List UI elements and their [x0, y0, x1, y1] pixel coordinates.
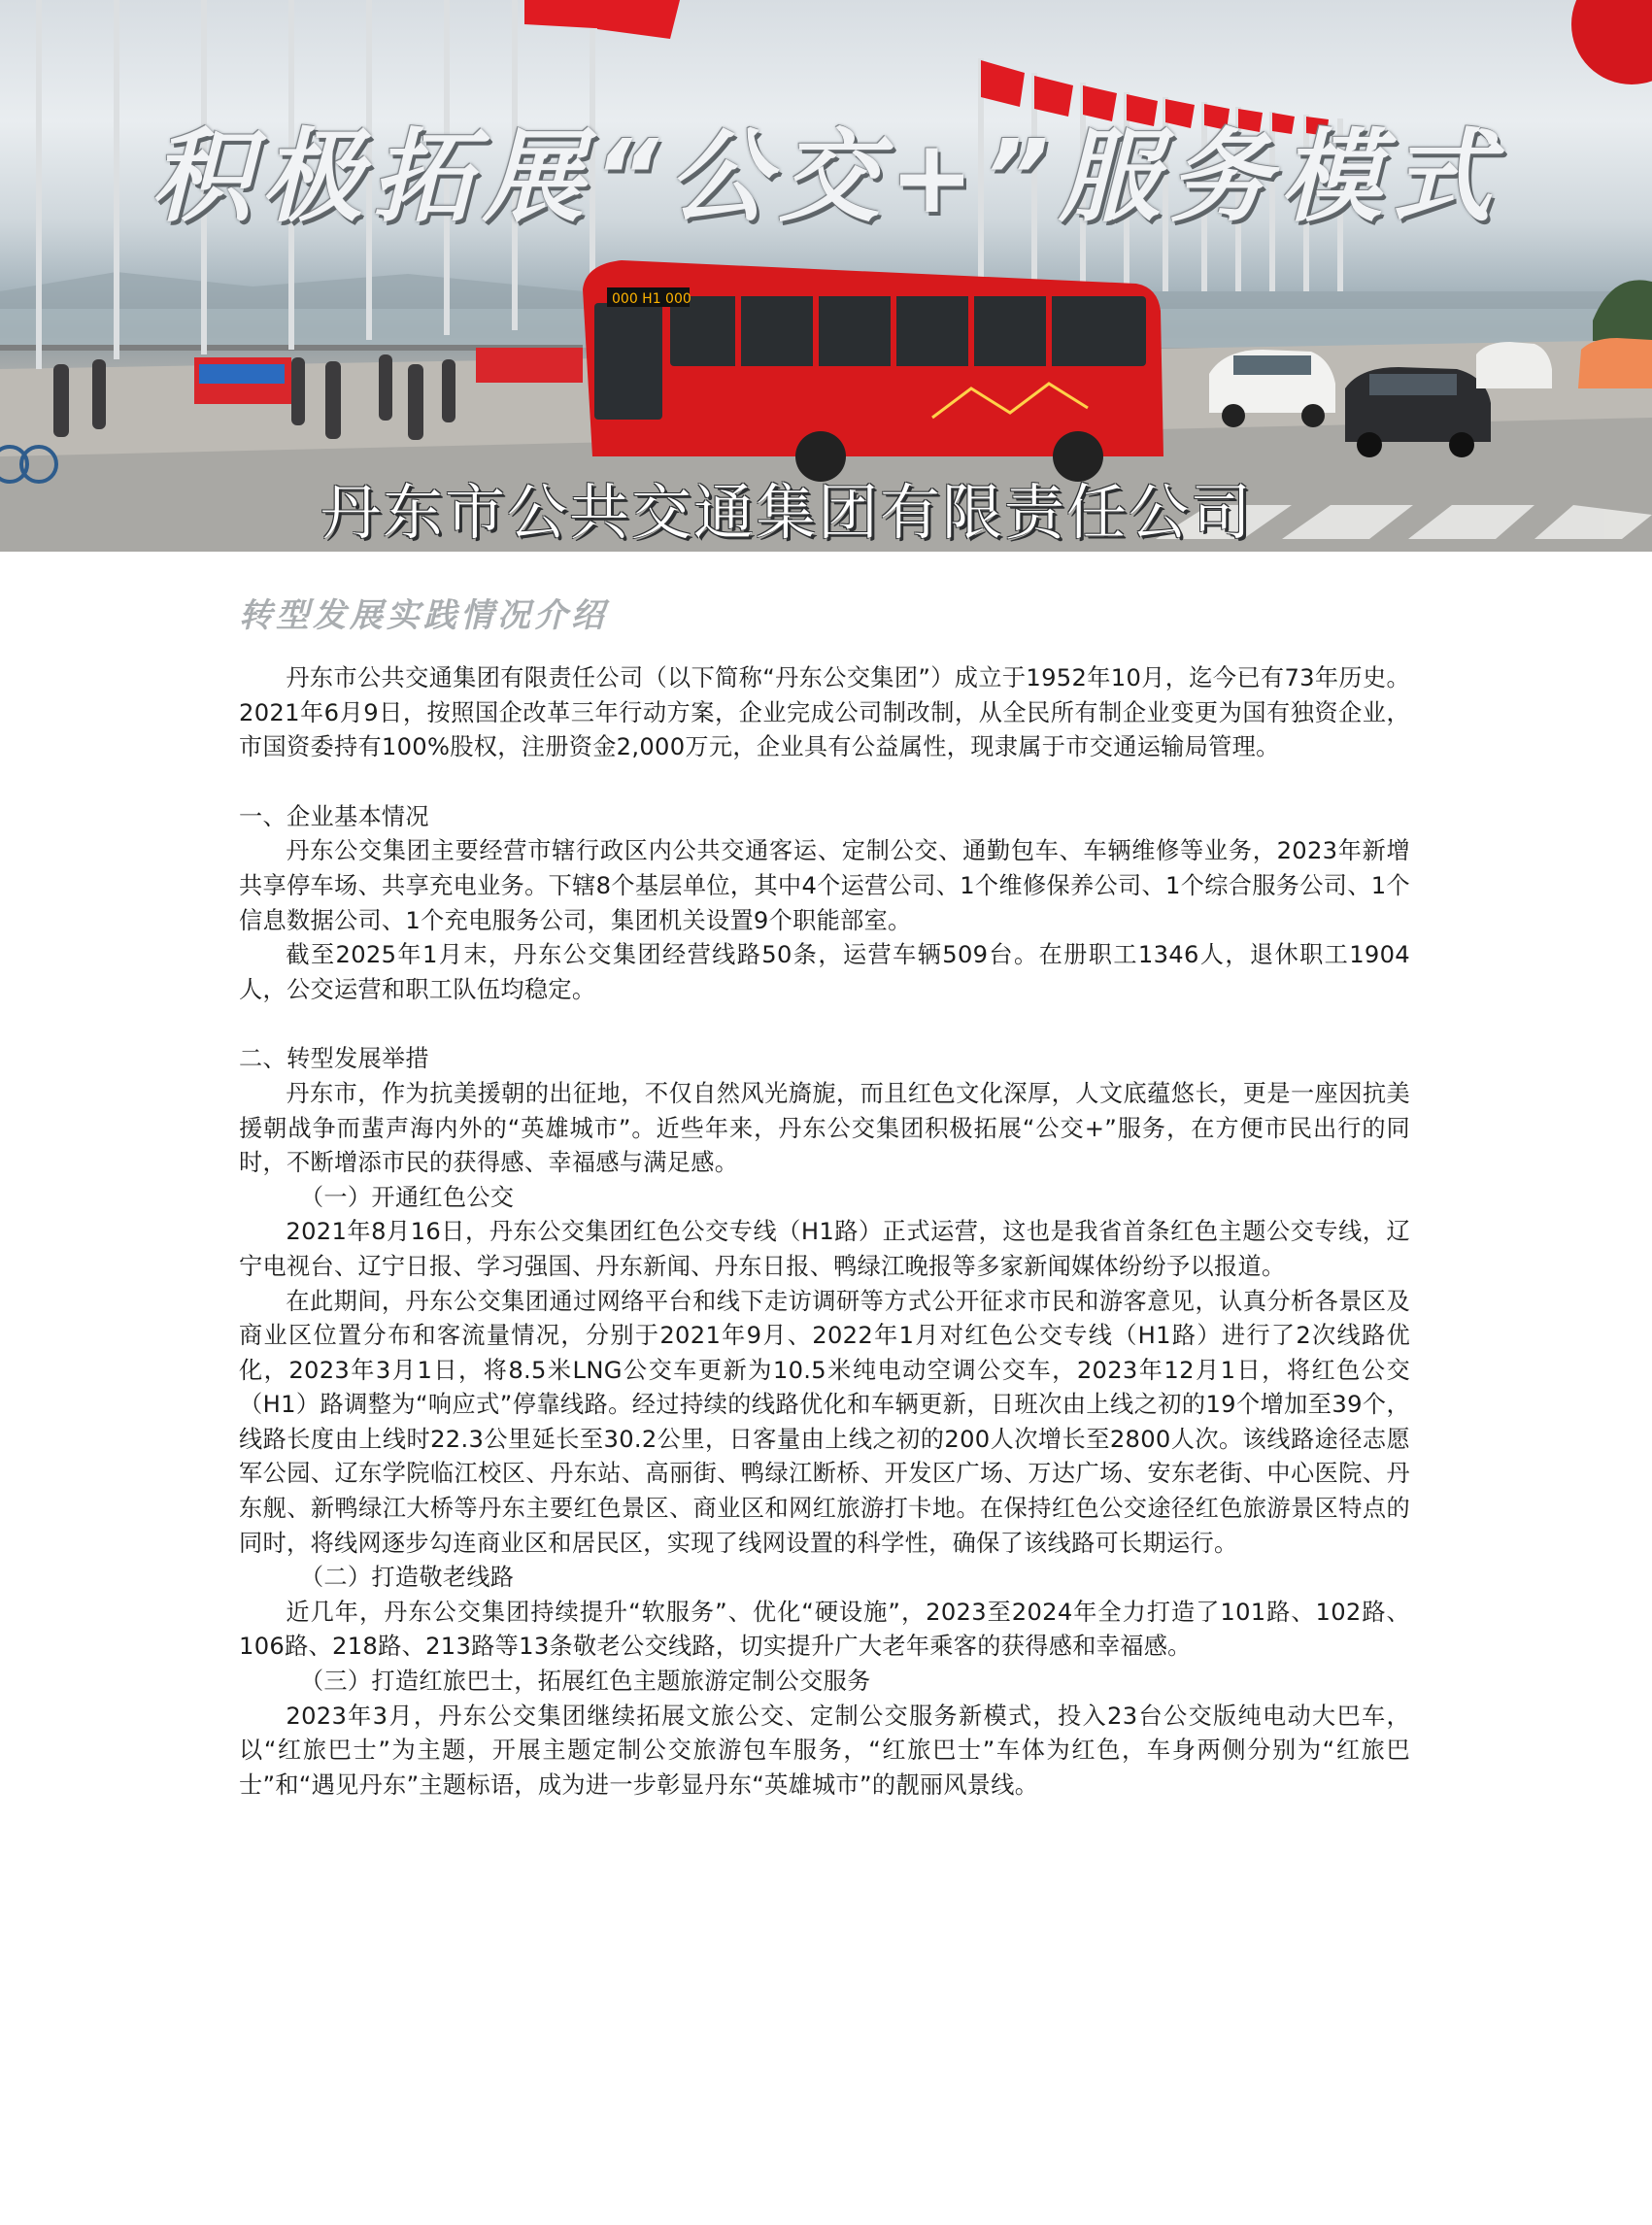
paragraph-statistics: 截至2025年1月末，丹东公交集团经营线路50条，运营车辆509台。在册职工1346人，退休职工1904人，公交运营和职工队伍均稳定。: [239, 941, 1410, 1003]
paragraph-senior-routes: 近几年，丹东公交集团持续提升“软服务”、优化“硬设施”，2023至2024年全力打造了101路、102路、106路、218路、213路等13条敬老公交线路，切实提升广大老年乘客的获得感和幸福感。: [239, 1598, 1410, 1661]
paragraph-red-tour-bus: 2023年3月，丹东公交集团继续拓展文旅公交、定制公交服务新模式，投入23台公交版纯电动大巴车，以“红旅巴士”为主题，开展主题定制公交旅游包车服务，“红旅巴士”车体为红色，车身两侧分别为“红旅巴士”和“遇见丹东”主题标语，成为进一步彰显丹东“英雄城市”的靓丽风景线。: [239, 1702, 1410, 1799]
subheading-red-tour-bus: （三）打造红旅巴士，拓展红色主题旅游定制公交服务: [299, 1668, 871, 1696]
paragraph-business-scope: 丹东公交集团主要经营市辖行政区内公共交通客运、定制公交、通勤包车、车辆维修等业务，2023年新增共享停车场、共享充电业务。下辖8个基层单位，其中4个运营公司、1个维修保养公司、1个综合服务公司、1个信息数据公司、1个充电服务公司，集团机关设置9个职能部室。: [239, 837, 1410, 934]
banner-title: 积极拓展“公交+”服务模式: [150, 118, 1502, 236]
paragraph-h1-optimization: 在此期间，丹东公交集团通过网络平台和线下走访调研等方式公开征求市民和游客意见，认真分析各景区及商业区位置分布和客流量情况，分别于2021年9月、2022年1月对红色公交专线（H1路）进行了2次线路优化，2023年3月1日，将8.5米LNG公交车更新为10.5米纯电动空调公交车，2023年12月1日，将红色公交（H1）路调整为“响应式”停靠线路。经过持续的线路优化和车辆更新，日班次由上线之初的19个增加至39个，线路长度由上线时22.3公里延长至30.2公里，日客量由上线之初的200人次增长至2800人次。该线路途径志愿军公园、辽东学院临江校区、丹东站、高丽街、鸭绿江断桥、开发区广场、万达广场、安东老街、中心医院、丹东舰、新鸭绿江大桥等丹东主要红色景区、商业区和网红旅游打卡地。在保持红色公交途径红色旅游景区特点的同时，将线网逐步勾连商业区和居民区，实现了线网设置的科学性，确保了该线路可长期运行。: [239, 1287, 1410, 1557]
paragraph-hero-city: 丹东市，作为抗美援朝的出征地，不仅自然风光旖旎，而且红色文化深厚，人文底蕴悠长，更是一座因抗美援朝战争而蜚声海内外的“英雄城市”。近些年来，丹东公交集团积极拓展“公交+”服务，在方便市民出行的同时，不断增添市民的获得感、幸福感与满足感。: [239, 1079, 1410, 1177]
banner-company-name: 丹东市公共交通集团有限责任公司: [320, 477, 1254, 548]
paragraph-h1-launch: 2021年8月16日，丹东公交集团红色公交专线（H1路）正式运营，这也是我省首条红色主题公交专线，辽宁电视台、辽宁日报、学习强国、丹东新闻、丹东日报、鸭绿江晚报等多家新闻媒体纷纷予以报道。: [239, 1218, 1410, 1280]
svg-text:000 H1 000: 000 H1 000: [612, 291, 691, 307]
article-body: [239, 661, 1410, 1803]
heading-basic-info: 一、企业基本情况: [239, 802, 429, 830]
subheading-senior-routes: （二）打造敬老线路: [299, 1564, 515, 1592]
paragraph-gap: [239, 765, 1410, 800]
subheading-red-bus: （一）开通红色公交: [299, 1183, 515, 1211]
paragraph-intro: 丹东市公共交通集团有限责任公司（以下简称“丹东公交集团”）成立于1952年10月，迄今已有73年历史。2021年6月9日，按照国企改革三年行动方案，企业完成公司制改制，从全民所有制企业变更为国有独资企业，市国资委持有100%股权，注册资金2,000万元，企业具有公益属性，现隶属于市交通运输局管理。: [239, 664, 1410, 761]
section-subtitle: 转型发展实践情况介绍: [239, 596, 608, 635]
red-bus: [583, 260, 1163, 482]
heading-transformation: 二、转型发展举措: [239, 1045, 429, 1073]
paragraph-gap: [239, 1007, 1410, 1042]
hero-banner: [0, 0, 1652, 552]
